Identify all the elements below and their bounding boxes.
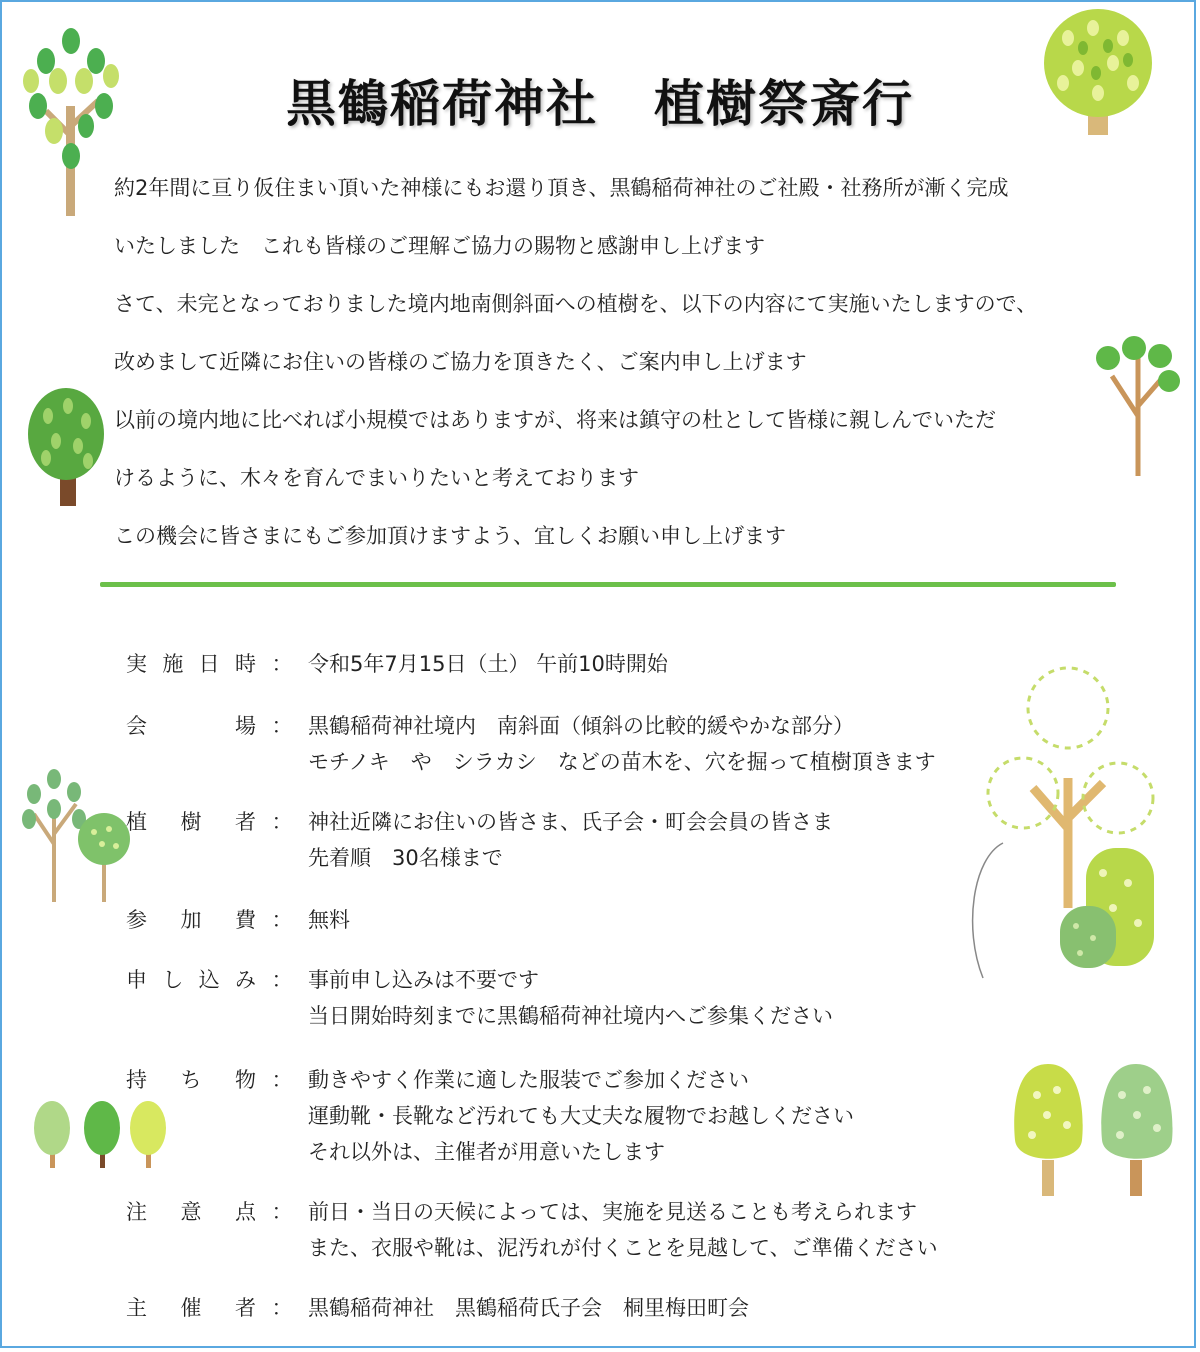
detail-value-line: 令和5年7月15日（土） 午前10時開始 — [308, 652, 668, 676]
tree-icon — [1094, 336, 1184, 478]
detail-label: 会場 — [126, 714, 256, 738]
detail-colon: ： — [271, 714, 293, 738]
detail-label: 実施日時 — [126, 652, 256, 676]
detail-row-date — [126, 646, 986, 708]
detail-value-line: それ以外は、主催者が用意いたします — [308, 1140, 665, 1164]
detail-value-line: 神社近隣にお住いの皆さま、氏子会・町会会員の皆さま — [308, 810, 833, 834]
detail-value-line: 黒鶴稲荷神社境内 南斜面（傾斜の比較的緩やかな部分） — [308, 714, 854, 738]
tree-icon — [14, 754, 134, 904]
detail-label: 持ち物 — [126, 1068, 256, 1092]
detail-colon: ： — [271, 1068, 293, 1092]
detail-label: 申し込み — [126, 968, 256, 992]
detail-row-fee — [126, 902, 986, 962]
tree-icon — [968, 658, 1168, 988]
detail-colon: ： — [271, 1296, 293, 1320]
detail-label: 参加費 — [126, 908, 256, 932]
detail-value — [308, 646, 986, 708]
detail-value — [308, 902, 986, 962]
tree-icon — [1012, 1060, 1182, 1200]
detail-value-line: また、衣服や靴は、泥汚れが付くことを見越して、ご準備ください — [308, 1236, 938, 1260]
detail-value-line: 前日・当日の天候によっては、実施を見送ることも考えられます — [308, 1200, 917, 1224]
detail-value-line: 運動靴・長靴など汚れても大丈夫な履物でお越しください — [308, 1104, 854, 1128]
intro-line: 以前の境内地に比べれば小規模ではありますが、将来は鎮守の杜として皆様に親しんでいただ — [114, 408, 996, 432]
detail-value — [308, 1290, 986, 1350]
tree-icon — [16, 16, 126, 221]
detail-colon: ： — [271, 968, 293, 992]
detail-row-venue — [126, 708, 986, 804]
tree-icon — [26, 386, 108, 508]
detail-row-planters — [126, 804, 986, 902]
page-title — [2, 64, 1198, 136]
detail-row-belongings — [126, 1062, 986, 1194]
detail-value — [308, 1194, 986, 1290]
event-details — [126, 646, 986, 1350]
intro-line: けるように、木々を育んでまいりたいと考えております — [114, 466, 639, 490]
detail-row-application — [126, 962, 986, 1062]
intro-text — [114, 170, 1124, 576]
detail-colon: ： — [271, 1200, 293, 1224]
title-shrine-name: 黒鶴稲荷神社 — [286, 75, 598, 133]
detail-value-line: 事前申し込みは不要です — [308, 968, 539, 992]
intro-line: 改めまして近隣にお住いの皆様のご協力を頂きたく、ご案内申し上げます — [114, 350, 807, 374]
tree-icon — [32, 1098, 172, 1170]
intro-line: さて、未完となっておりました境内地南側斜面への植樹を、以下の内容にて実施いたしますので、 — [114, 292, 1038, 316]
detail-value-line: 無料 — [308, 908, 350, 932]
detail-label: 注意点 — [126, 1200, 256, 1224]
detail-value-line: 黒鶴稲荷神社 黒鶴稲荷氏子会 桐里梅田町会 — [308, 1296, 749, 1320]
detail-colon: ： — [271, 908, 293, 932]
intro-line: いたしました これも皆様のご理解ご協力の賜物と感謝申し上げます — [114, 234, 765, 258]
detail-row-notes — [126, 1194, 986, 1290]
detail-value-line: モチノキ や シラカシ などの苗木を、穴を掘って植樹頂きます — [308, 750, 936, 774]
detail-label: 植樹者 — [126, 810, 256, 834]
detail-value-line: 先着順 30名様まで — [308, 846, 503, 870]
section-divider — [100, 582, 1116, 587]
intro-line: この機会に皆さまにもご参加頂けますよう、宜しくお願い申し上げます — [114, 524, 786, 548]
detail-colon: ： — [271, 652, 293, 676]
detail-value — [308, 1062, 986, 1194]
detail-row-organizer — [126, 1290, 986, 1350]
tree-icon — [1038, 8, 1158, 138]
detail-value — [308, 708, 986, 804]
intro-line: 約2年間に亘り仮住まい頂いた神様にもお還り頂き、黒鶴稲荷神社のご社殿・社務所が漸く完成 — [114, 176, 1009, 200]
detail-value-line: 動きやすく作業に適した服装でご参加ください — [308, 1068, 749, 1092]
detail-value — [308, 962, 986, 1062]
detail-label: 主催者 — [126, 1296, 256, 1320]
detail-value — [308, 804, 986, 902]
detail-colon: ： — [271, 810, 293, 834]
detail-value-line: 当日開始時刻までに黒鶴稲荷神社境内へご参集ください — [308, 1004, 833, 1028]
title-event-name: 植樹祭斎行 — [654, 75, 914, 133]
